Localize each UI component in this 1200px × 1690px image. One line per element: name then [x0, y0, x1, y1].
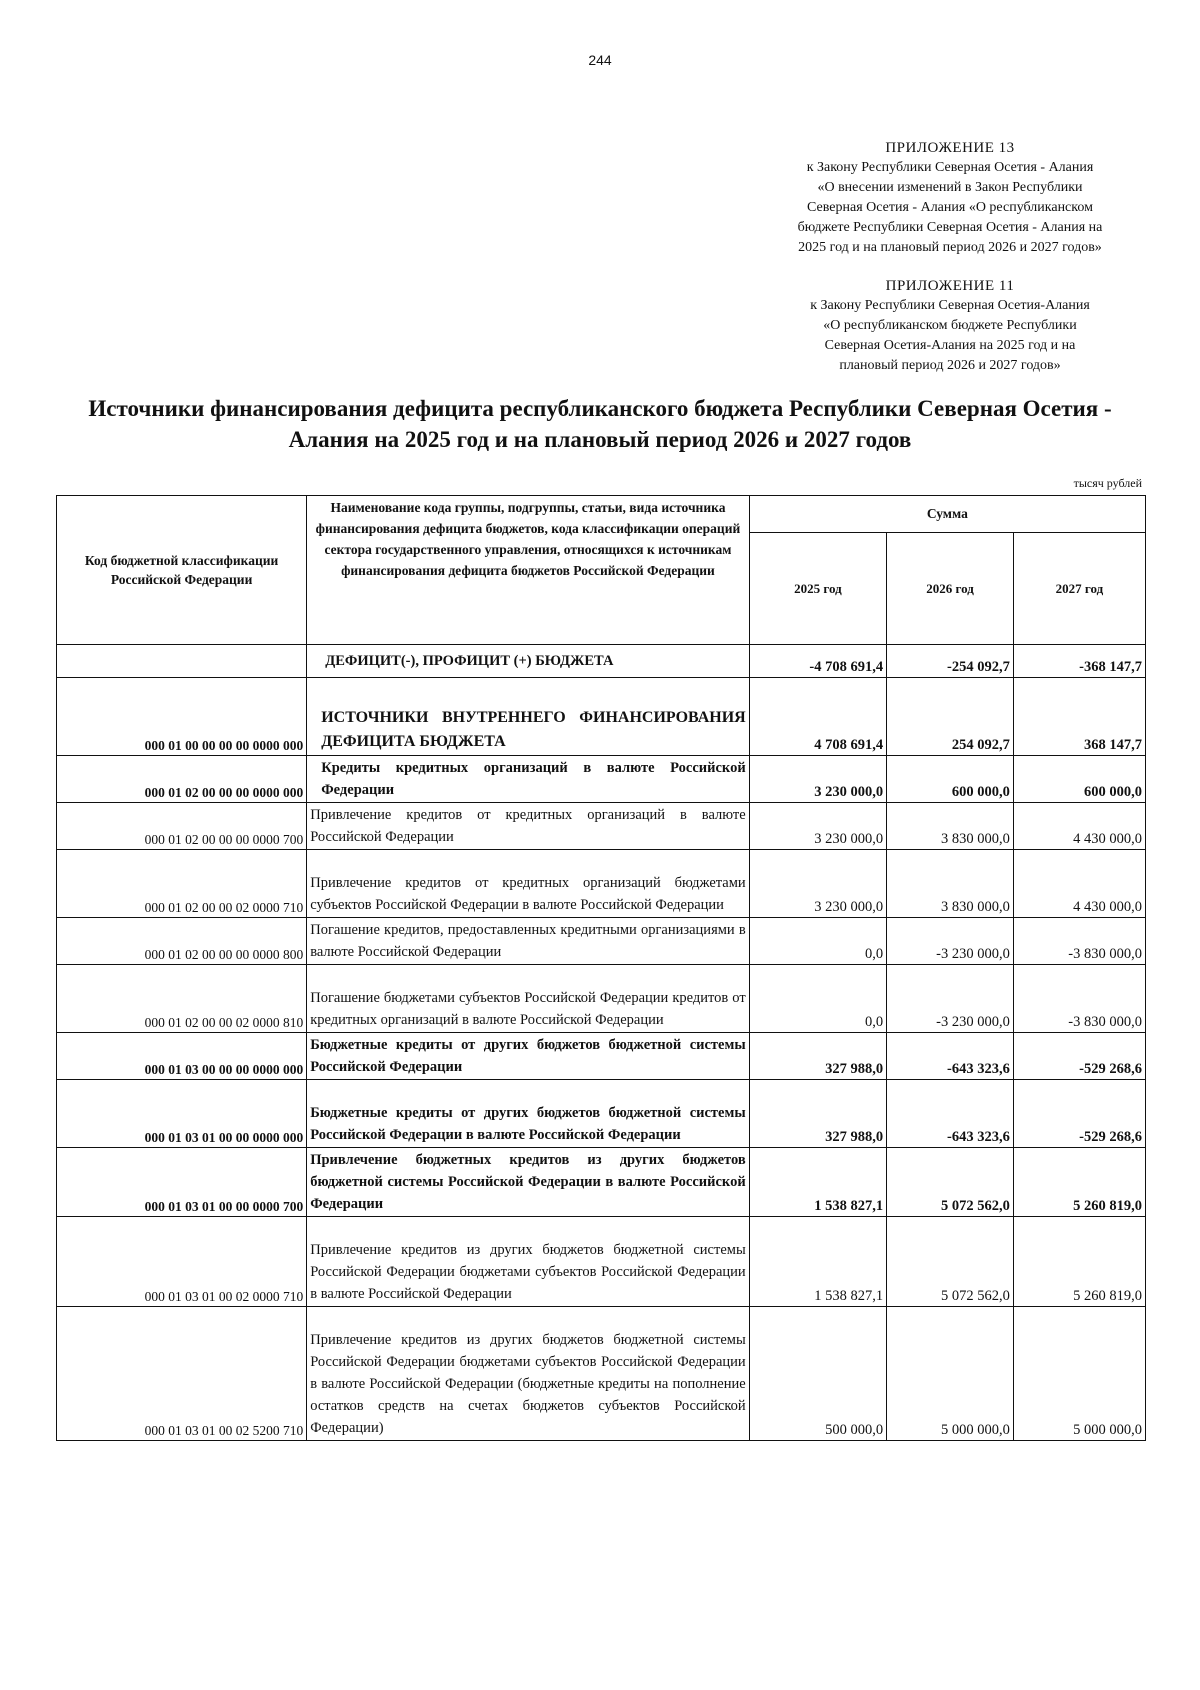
- row-value-2025: 0,0: [749, 965, 886, 1033]
- row-name: Привлечение кредитов из других бюджетов бюджетной системы Российской Федерации бюджетами субъектов Российской Федерации в валюте Российской Федерации: [307, 1217, 749, 1307]
- row-value-2025: 500 000,0: [749, 1307, 886, 1441]
- row-value-2027: -368 147,7: [1013, 645, 1145, 678]
- row-name: Привлечение кредитов из других бюджетов бюджетной системы Российской Федерации бюджетами субъектов Российской Федерации в валюте Российской Федерации (бюджетные кредиты на пополнение остатков средств на счетах бюджетов субъектов Российской Федерации): [307, 1307, 749, 1441]
- appendix-13-title: ПРИЛОЖЕНИЕ 13: [885, 140, 1015, 156]
- row-code: 000 01 02 00 00 00 0000 800: [57, 918, 307, 965]
- row-code: 000 01 02 00 00 00 0000 000: [57, 756, 307, 803]
- row-value-2026: 254 092,7: [887, 678, 1014, 756]
- document-title-line-2: Алания на 2025 год и на плановый период 2026 и 2027 годов: [288, 427, 912, 452]
- appendix-11-title: ПРИЛОЖЕНИЕ 11: [885, 278, 1015, 294]
- appendix-13-line: к Закону Республики Северная Осетия - Алания: [806, 160, 1094, 175]
- row-value-2025: 3 230 000,0: [749, 803, 886, 850]
- row-value-2025: 1 538 827,1: [749, 1217, 886, 1307]
- appendix-13-header: [740, 138, 1160, 258]
- appendix-11-header: [740, 276, 1160, 376]
- header-year-2026: 2026 год: [887, 533, 1014, 645]
- row-value-2025: 1 538 827,1: [749, 1148, 886, 1217]
- row-value-2027: -3 830 000,0: [1013, 918, 1145, 965]
- document-title: [40, 393, 1160, 455]
- row-name: Привлечение бюджетных кредитов из других бюджетов бюджетной системы Российской Федерации в валюте Российской Федерации: [307, 1148, 749, 1217]
- row-value-2026: 600 000,0: [887, 756, 1014, 803]
- row-value-2026: -254 092,7: [887, 645, 1014, 678]
- appendix-11-line: плановый период 2026 и 2027 годов»: [839, 358, 1061, 373]
- row-code: 000 01 03 01 00 02 0000 710: [57, 1217, 307, 1307]
- row-code: 000 01 03 01 00 00 0000 000: [57, 1080, 307, 1148]
- header-sum: Сумма: [749, 496, 1145, 533]
- row-name: Привлечение кредитов от кредитных организаций в валюте Российской Федерации: [307, 803, 749, 850]
- table-row: [57, 1217, 1146, 1307]
- row-name: Погашение кредитов, предоставленных кредитными организациями в валюте Российской Федерации: [307, 918, 749, 965]
- row-value-2025: 3 230 000,0: [749, 756, 886, 803]
- table-row: [57, 756, 1146, 803]
- table-row: [57, 1148, 1146, 1217]
- row-value-2025: 3 230 000,0: [749, 850, 886, 918]
- row-value-2027: 4 430 000,0: [1013, 803, 1145, 850]
- row-code: 000 01 02 00 00 02 0000 810: [57, 965, 307, 1033]
- appendix-13-line: Северная Осетия - Алания «О республиканском: [807, 200, 1093, 215]
- row-value-2027: 5 260 819,0: [1013, 1148, 1145, 1217]
- row-code: 000 01 02 00 00 02 0000 710: [57, 850, 307, 918]
- row-code: 000 01 00 00 00 00 0000 000: [57, 678, 307, 756]
- table-row: [57, 850, 1146, 918]
- table-row: [57, 1080, 1146, 1148]
- table-row: [57, 645, 1146, 678]
- row-value-2026: 5 072 562,0: [887, 1217, 1014, 1307]
- row-value-2026: 3 830 000,0: [887, 850, 1014, 918]
- budget-sources-table: [56, 495, 1146, 1441]
- row-value-2026: 5 072 562,0: [887, 1148, 1014, 1217]
- table-row: [57, 965, 1146, 1033]
- row-value-2026: 5 000 000,0: [887, 1307, 1014, 1441]
- row-value-2026: 3 830 000,0: [887, 803, 1014, 850]
- row-value-2027: 4 430 000,0: [1013, 850, 1145, 918]
- row-value-2027: 368 147,7: [1013, 678, 1145, 756]
- row-value-2027: -529 268,6: [1013, 1080, 1145, 1148]
- row-value-2026: -3 230 000,0: [887, 965, 1014, 1033]
- row-value-2025: 0,0: [749, 918, 886, 965]
- row-value-2025: -4 708 691,4: [749, 645, 886, 678]
- table-row: [57, 1033, 1146, 1080]
- appendix-13-line: 2025 год и на плановый период 2026 и 2027 годов»: [798, 240, 1102, 255]
- row-value-2027: -3 830 000,0: [1013, 965, 1145, 1033]
- document-title-line-1: Источники финансирования дефицита республиканского бюджета Республики Северная Осетия -: [88, 396, 1112, 421]
- row-value-2027: -529 268,6: [1013, 1033, 1145, 1080]
- appendix-11-line: Северная Осетия-Алания на 2025 год и на: [824, 338, 1076, 353]
- row-value-2027: 5 260 819,0: [1013, 1217, 1145, 1307]
- row-code: [57, 645, 307, 678]
- row-code: 000 01 03 01 00 00 0000 700: [57, 1148, 307, 1217]
- units-label: тысяч рублей: [1073, 476, 1142, 490]
- page-number: 244: [588, 52, 612, 68]
- row-value-2027: 600 000,0: [1013, 756, 1145, 803]
- row-name: Бюджетные кредиты от других бюджетов бюджетной системы Российской Федерации: [307, 1033, 749, 1080]
- row-name: Кредиты кредитных организаций в валюте Российской Федерации: [307, 756, 749, 803]
- appendix-11-line: «О республиканском бюджете Республики: [823, 318, 1077, 333]
- row-code: 000 01 03 00 00 00 0000 000: [57, 1033, 307, 1080]
- row-name: Погашение бюджетами субъектов Российской Федерации кредитов от кредитных организаций в валюте Российской Федерации: [307, 965, 749, 1033]
- row-value-2025: 327 988,0: [749, 1080, 886, 1148]
- row-name: Бюджетные кредиты от других бюджетов бюджетной системы Российской Федерации в валюте Российской Федерации: [307, 1080, 749, 1148]
- table-row: [57, 1307, 1146, 1441]
- row-value-2025: 327 988,0: [749, 1033, 886, 1080]
- row-value-2027: 5 000 000,0: [1013, 1307, 1145, 1441]
- row-name: Привлечение кредитов от кредитных организаций бюджетами субъектов Российской Федерации в валюте Российской Федерации: [307, 850, 749, 918]
- appendix-13-line: «О внесении изменений в Закон Республики: [817, 180, 1083, 195]
- header-name: Наименование кода группы, подгруппы, статьи, вида источника финансирования дефицита бюджетов, кода классификации операций сектора государственного управления, относящихся к источникам финансирования дефицита бюджетов Российской Федерации: [307, 496, 749, 645]
- row-value-2025: 4 708 691,4: [749, 678, 886, 756]
- row-value-2026: -643 323,6: [887, 1033, 1014, 1080]
- table-row: [57, 803, 1146, 850]
- row-code: 000 01 03 01 00 02 5200 710: [57, 1307, 307, 1441]
- table-row: [57, 918, 1146, 965]
- appendix-13-line: бюджете Республики Северная Осетия - Алания на: [797, 220, 1103, 235]
- appendix-11-line: к Закону Республики Северная Осетия-Алания: [810, 298, 1090, 313]
- header-year-2027: 2027 год: [1013, 533, 1145, 645]
- row-name: ИСТОЧНИКИ ВНУТРЕННЕГО ФИНАНСИРОВАНИЯ ДЕФИЦИТА БЮДЖЕТА: [307, 678, 749, 756]
- row-value-2026: -3 230 000,0: [887, 918, 1014, 965]
- row-name: ДЕФИЦИТ(-), ПРОФИЦИТ (+) БЮДЖЕТА: [307, 645, 749, 678]
- table-row: [57, 678, 1146, 756]
- header-code: Код бюджетной классификации Российской Федерации: [57, 496, 307, 645]
- header-year-2025: 2025 год: [749, 533, 886, 645]
- row-code: 000 01 02 00 00 00 0000 700: [57, 803, 307, 850]
- row-value-2026: -643 323,6: [887, 1080, 1014, 1148]
